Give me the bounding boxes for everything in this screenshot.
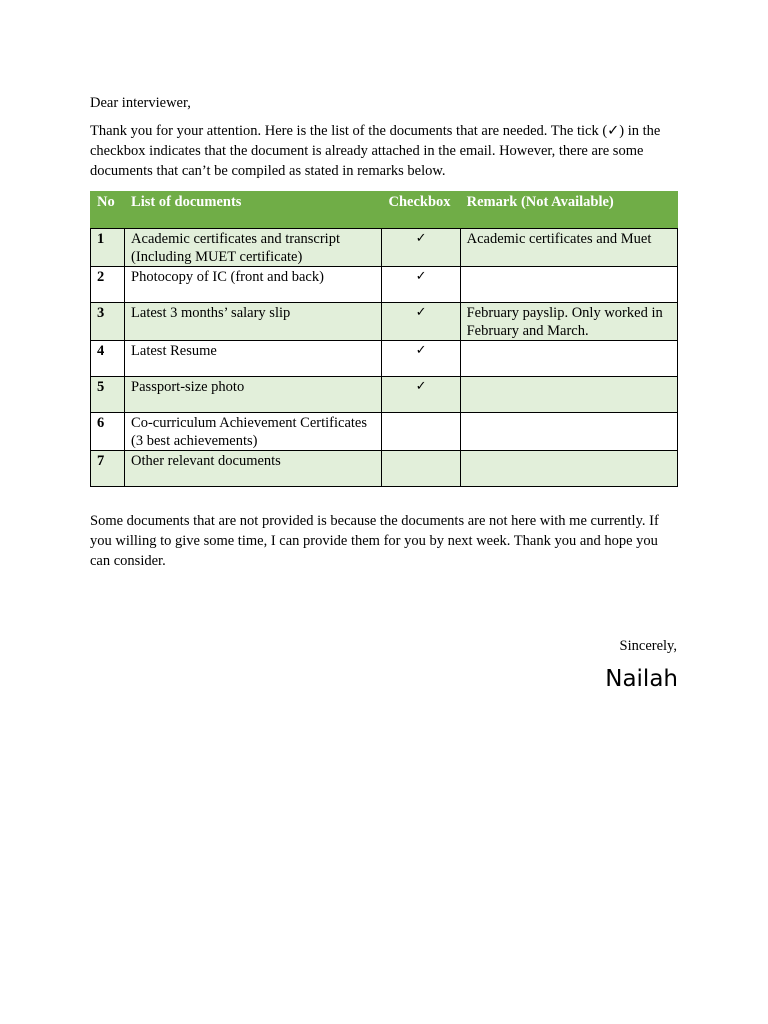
row-number: 1	[91, 229, 125, 267]
remark	[460, 451, 677, 487]
sign-off: Sincerely,	[619, 638, 677, 654]
document-name: Other relevant documents	[125, 451, 382, 487]
remark	[460, 413, 677, 451]
check-mark-icon: ✓	[382, 229, 460, 267]
remark	[460, 377, 677, 413]
document-name: Latest Resume	[125, 341, 382, 377]
row-number: 2	[91, 267, 125, 303]
check-mark-icon: ✓	[382, 267, 460, 303]
greeting: Dear interviewer,	[90, 95, 191, 111]
row-number: 3	[91, 303, 125, 341]
row-number: 4	[91, 341, 125, 377]
header-remark: Remark (Not Available)	[460, 192, 677, 229]
row-number: 5	[91, 377, 125, 413]
document-name: Co-curriculum Achievement Certificates (3 best achievements)	[125, 413, 382, 451]
table-header-row	[91, 192, 678, 229]
table-row	[91, 341, 678, 377]
check-mark-icon: ✓	[382, 303, 460, 341]
intro-paragraph: Thank you for your attention. Here is the list of the documents that are needed. The tick (✓) in the checkbox indicates that the document is already attached in the email. However, there are some documents that can’t be compiled as stated in remarks below.	[90, 123, 661, 179]
header-no: No	[91, 192, 125, 229]
row-number: 7	[91, 451, 125, 487]
remark	[460, 267, 677, 303]
document-name: Photocopy of IC (front and back)	[125, 267, 382, 303]
remark	[460, 341, 677, 377]
document-name: Latest 3 months’ salary slip	[125, 303, 382, 341]
signature-name: Nailah	[605, 666, 678, 692]
table-row	[91, 303, 678, 341]
table-row	[91, 413, 678, 451]
closing-paragraph: Some documents that are not provided is because the documents are not here with me currently. If you willing to give some time, I can provide them for you by next week. Thank you and hope you can consider.	[90, 513, 659, 569]
table-row	[91, 229, 678, 267]
check-cell	[382, 413, 460, 451]
table-row	[91, 267, 678, 303]
header-checkbox: Checkbox	[382, 192, 460, 229]
table-row	[91, 377, 678, 413]
documents-table	[90, 191, 678, 487]
table-row	[91, 451, 678, 487]
check-cell	[382, 451, 460, 487]
row-number: 6	[91, 413, 125, 451]
document-name: Passport-size photo	[125, 377, 382, 413]
header-document: List of documents	[125, 192, 382, 229]
remark: Academic certificates and Muet	[460, 229, 677, 267]
check-mark-icon: ✓	[382, 341, 460, 377]
document-name: Academic certificates and transcript (Including MUET certificate)	[125, 229, 382, 267]
check-mark-icon: ✓	[382, 377, 460, 413]
remark: February payslip. Only worked in February and March.	[460, 303, 677, 341]
